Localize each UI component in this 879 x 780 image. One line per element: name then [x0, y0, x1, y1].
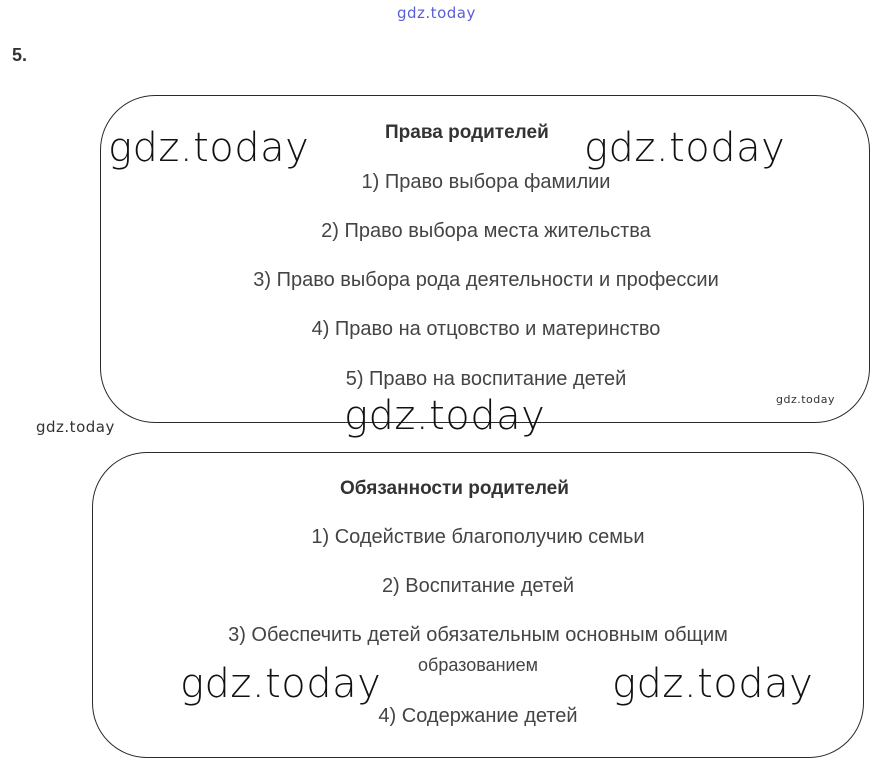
duties-item-4: 4) Содержание детей — [378, 705, 578, 727]
exercise-number: 5. — [12, 45, 28, 65]
duties-item-2: 2) Воспитание детей — [381, 575, 575, 597]
rights-title: Права родителей — [385, 122, 549, 143]
rights-item-3: 3) Право выбора рода деятельности и профессии — [253, 269, 719, 291]
watermark-large: gdz.today — [344, 393, 546, 439]
rights-item-1: 1) Право выбора фамилии — [361, 171, 611, 193]
watermark-small: gdz.today — [36, 418, 115, 436]
watermark-small: gdz.today — [776, 393, 836, 406]
duties-title: Обязанности родителей — [340, 478, 569, 499]
watermark-large: gdz.today — [108, 125, 310, 171]
rights-item-2: 2) Право выбора места жительства — [321, 220, 651, 242]
watermark-large: gdz.today — [180, 661, 382, 707]
watermark-top: gdz.today — [397, 4, 476, 22]
watermark-large: gdz.today — [612, 661, 814, 707]
watermark-large: gdz.today — [584, 125, 786, 171]
duties-item-3-continued: образованием — [418, 655, 538, 675]
duties-item-1: 1) Содействие благополучию семьи — [311, 526, 645, 548]
rights-item-4: 4) Право на отцовство и материнство — [311, 318, 661, 340]
rights-item-5: 5) Право на воспитание детей — [345, 368, 627, 390]
duties-item-3: 3) Обеспечить детей обязательным основным общим — [228, 624, 728, 646]
